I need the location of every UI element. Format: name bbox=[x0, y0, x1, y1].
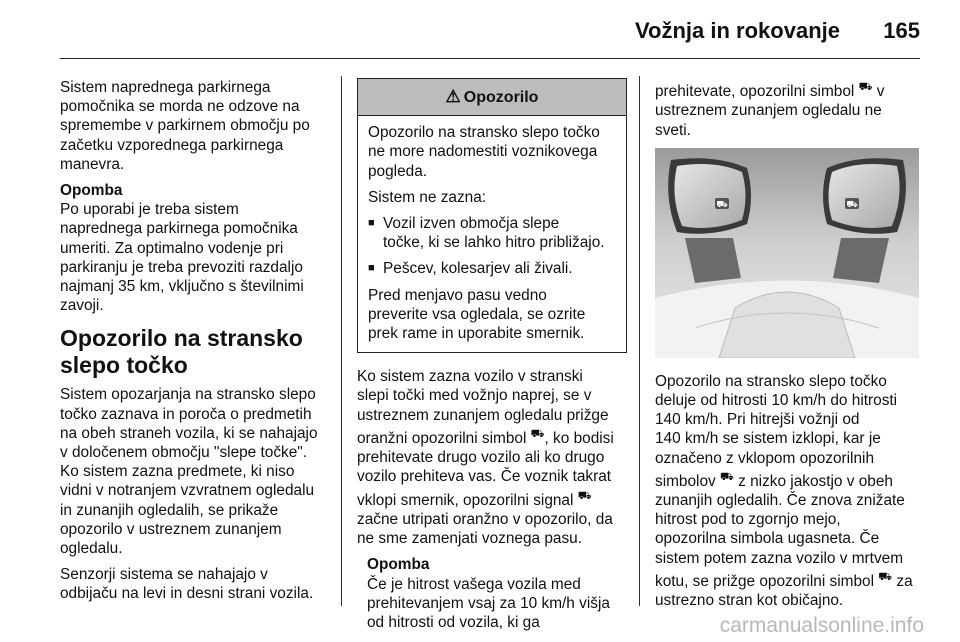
page-header-title: Vožnja in rokovanje bbox=[635, 18, 840, 43]
column-separator bbox=[639, 76, 640, 606]
paragraph-sensors: Senzorji sistema se nahajajo v odbijaču na levi in desni strani vozila. bbox=[60, 566, 314, 603]
column-3 bbox=[655, 78, 923, 617]
column-separator bbox=[341, 76, 342, 606]
list-item: ■ Pešcev, kolesarjev ali živali. bbox=[368, 259, 616, 278]
note-text: Če je hitrost vašega vozila med prehitevanjem vsaj za 10 km/h višja od hitrosti od vozila, ki ga bbox=[367, 575, 610, 631]
blind-spot-warning-icon: ⛟ bbox=[530, 427, 545, 440]
blind-spot-warning-icon: ⛟ bbox=[878, 570, 893, 583]
warning-title: Opozorilo bbox=[463, 89, 539, 106]
page-number: 165 bbox=[883, 18, 920, 43]
warning-triangle-icon: ⚠ bbox=[445, 87, 461, 106]
warning-box-header bbox=[358, 79, 626, 116]
paragraph-continued: prehitevate, opozorilni simbol ⛟ v ustreznem zunanjem ogledalu ne sveti. bbox=[655, 81, 885, 139]
mirror-illustration-svg bbox=[655, 148, 919, 358]
mirror-illustration bbox=[655, 148, 919, 358]
paragraph-detection: Ko sistem zazna vozilo v stranski slepi točki med vožnjo naprej, se v ustreznem zunanjem ogledalu prižge oranžni opozorilni simbol ⛟, ko bodisi prehitevate drugo vozilo ali ko drugo vozilo prehiteva vas. Če voznik takrat vklopi smernik, opozorilni signal ⛟ začne utripati oranžno v opozorilo, da ne sme zamenjati voznega pasu. bbox=[357, 368, 614, 548]
warning-box bbox=[357, 78, 627, 353]
paragraph-system: Sistem opozarjanja na stransko slepo točko zaznava in poroča o predmetih na obeh straneh vozila, ki se nahajajo v določenem območju "slepe točke". Ko sistem zazna predmete, ki niso vidni v notranjem vzvratnem ogledalu in zunanjih ogledalih, se prikaže opozorilo v ustreznem zunanjem ogledalu. bbox=[60, 386, 318, 558]
note-label: Opomba bbox=[367, 556, 430, 574]
watermark: carmanualsonline.info bbox=[719, 614, 924, 637]
paragraph-intro: Sistem naprednega parkirnega pomočnika se morda ne odzove na spremembe v parkirnem območju po začetku vzporednega parkirnega manevra. bbox=[60, 79, 310, 173]
paragraph-speed-range: Opozorilo na stransko slepo točko deluje od hitrosti 10 km/h do hitrosti 140 km/h. Pri hitrejši vožnji od 140 km/h se sistem izklopi, kar je označeno z vklopom opozorilnih simbolov ⛟ z nizko jakostjo v obeh zunanjih ogledalih. Če znova znižate hitrost pod to zgornjo mejo, opozorilna simbola ugasneta. Če sistem potem zazna vozilo v mrtvem kotu, se prižge opozorilni simbol ⛟ za ustrezno stran kot običajno. bbox=[655, 372, 913, 610]
warning-paragraph: Opozorilo na stransko slepo točko ne more nadomestiti voznikovega pogleda. bbox=[368, 124, 600, 180]
svg-text:⛟: ⛟ bbox=[716, 199, 728, 210]
warning-list bbox=[368, 214, 616, 279]
blind-spot-warning-icon: ⛟ bbox=[720, 470, 734, 483]
warning-paragraph: Pred menjavo pasu vedno preverite vsa ogledala, se ozrite prek rame in uporabite smernik. bbox=[368, 286, 586, 343]
column-1 bbox=[60, 78, 330, 611]
column-2 bbox=[357, 78, 627, 639]
list-item: ■ Vozil izven območja slepe točke, ki se lahko hitro približajo. bbox=[368, 214, 616, 252]
header-rule bbox=[60, 58, 920, 59]
note-label: Opomba bbox=[60, 182, 123, 200]
warning-box-body bbox=[358, 116, 626, 352]
note-text: Po uporabi je treba sistem naprednega parkirnega pomočnika umeriti. Za optimalno vodenje pri parkiranju je treba prevoziti razdaljo najmanj 35 km, vključno s številnimi zavoji. bbox=[60, 201, 304, 315]
blind-spot-warning-icon: ⛟ bbox=[858, 81, 873, 93]
section-heading: Opozorilo na stransko slepo točko bbox=[60, 325, 303, 379]
warning-paragraph: Sistem ne zazna: bbox=[368, 188, 487, 206]
svg-text:⛟: ⛟ bbox=[846, 199, 858, 210]
blind-spot-warning-icon: ⛟ bbox=[577, 489, 592, 502]
